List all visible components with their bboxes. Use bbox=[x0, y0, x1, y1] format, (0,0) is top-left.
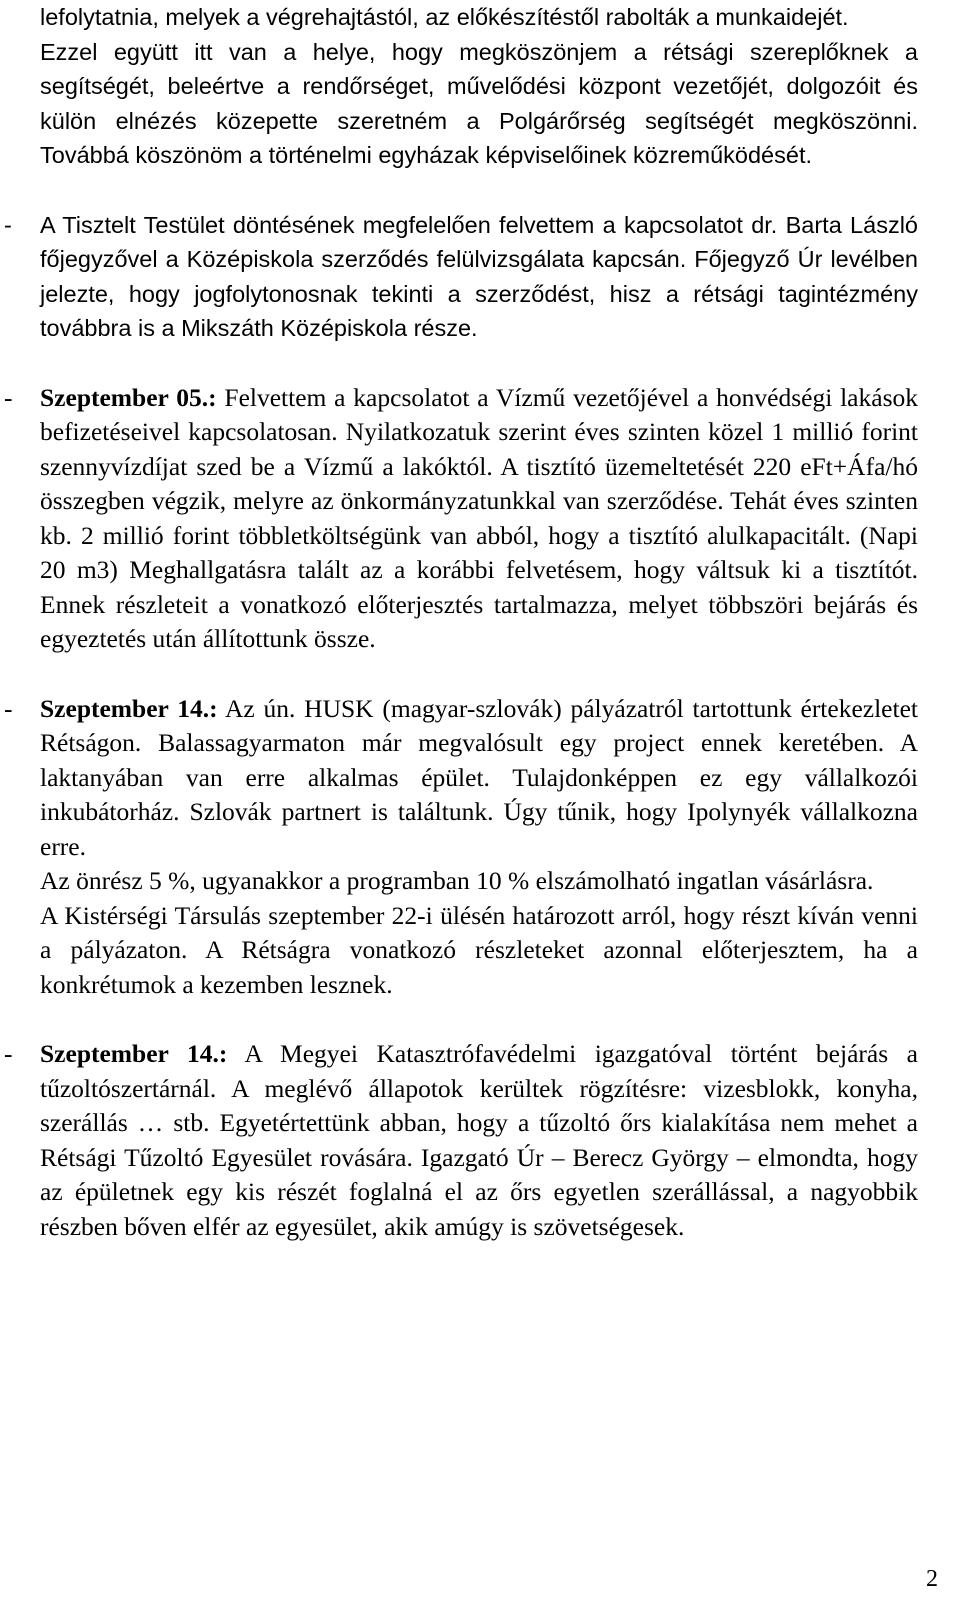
list-item-heading: Szeptember 14. bbox=[40, 693, 210, 723]
document-body bbox=[4, 0, 918, 1244]
list-item-heading: Szeptember 05. bbox=[40, 382, 209, 412]
list-item-text: A Megyei Katasztrófavédelmi igazgatóval történt bejárás a tűzoltószertárnál. A meglévő állapotok kerültek rögzítésre: vizesblokk, konyha, szerállás … stb. Egyetértettünk abban, hogy a tűzoltó őrs kialakítása nem mehet a Rétsági Tűzoltó Egyesület rovására. Igazgató Úr – Berecz György – elmondta, hogy az épületnek egy kis részét foglalná el az őrs egyetlen szerállással, a nagyobbik részben bőven elfér az egyesület, akik amúgy is szövetségesek. bbox=[40, 1039, 918, 1241]
list-dash: - bbox=[4, 382, 13, 412]
list-item-szeptember-14-husk bbox=[4, 692, 918, 865]
list-item-text: A Tisztelt Testület döntésének megfelelően felvettem a kapcsolatot dr. Barta László főjegyzővel a Középiskola szerződés felülvizsgálata kapcsán. Főjegyző Úr levélben jelezte, hogy jogfolytonosnak tekinti a szerződést, hisz a rétsági tagintézmény továbbra is a Mikszáth Középiskola része. bbox=[40, 211, 918, 341]
list-dash: - bbox=[4, 693, 13, 723]
intro-paragraph-2: Ezzel együtt itt van a helye, hogy megköszönjem a rétsági szereplőknek a segítségét, beleértve a rendőrséget, művelődési központ vezetőjét, dolgozóit és külön elnézés közepette szeretném a Polgárőrség segítségét megköszönni. Továbbá köszönöm a történelmi egyházak képviselőinek közreműködését. bbox=[40, 38, 918, 168]
list-item-testulet bbox=[4, 208, 918, 346]
list-item-szeptember-05 bbox=[4, 381, 918, 657]
list-item-text: Felvettem a kapcsolatot a Vízmű vezetőjével a honvédségi lakások befizetéseivel kapcsolatosan. Nyilatkozatuk szerint éves szinten közel 1 millió forint szennyvízdíjat szed be a Vízmű a lakóktól. A tisztító üzemeltetését 220 eFt+Áfa/hó összegben végzik, melyre az önkormányzatunkkal van szerződése. Tehát éves szinten kb. 2 millió forint többletköltségünk van abból, hogy a tisztító alulkapacitált. (Napi 20 m3) Meghallgatásra talált az a korábbi felvetésem, hogy váltsuk ki a tisztítót. Ennek részleteit a vonatkozó előterjesztés tartalmazza, melyet többszöri bejárás és egyeztetés után állítottunk össze. bbox=[40, 382, 918, 653]
page-number: 2 bbox=[926, 1566, 938, 1592]
intro-paragraph-1: lefolytatnia, melyek a végrehajtástól, az előkészítéstől rabolták a munkaidejét. bbox=[40, 4, 849, 30]
list-dash: - bbox=[4, 1039, 13, 1068]
list-item-paragraph: A Kistérségi Társulás szeptember 22-i ülésén határozott arról, hogy részt kíván venni a pályázaton. A Rétságra vonatkozó részleteket azonnal előterjesztem, ha a konkrétumok a kezemben lesznek. bbox=[40, 900, 918, 999]
list-item-text: Az ún. HUSK (magyar-szlovák) pályázatról tartottunk értekezletet Rétságon. Balassagyarmaton már megvalósult egy project ennek keretében. A laktanyában van erre alkalmas épület. Tulajdonképpen ez egy vállalkozói inkubátorház. Szlovák partnert is találtunk. Úgy tűnik, hogy Ipolynyék vállalkozna erre. bbox=[40, 693, 918, 861]
list-item-heading: Szeptember 14. bbox=[40, 1039, 219, 1068]
list-item-heading-colon: : bbox=[218, 1039, 228, 1068]
list-item-heading-colon: : bbox=[208, 382, 217, 412]
list-item-paragraph: Az önrész 5 %, ugyanakkor a programban 10 % elszámolható ingatlan vásárlásra. bbox=[40, 866, 874, 895]
list-item-heading-colon: : bbox=[209, 693, 218, 723]
list-item-szeptember-14-katasztrofavedelem bbox=[4, 1037, 918, 1244]
list-dash: - bbox=[4, 211, 12, 238]
